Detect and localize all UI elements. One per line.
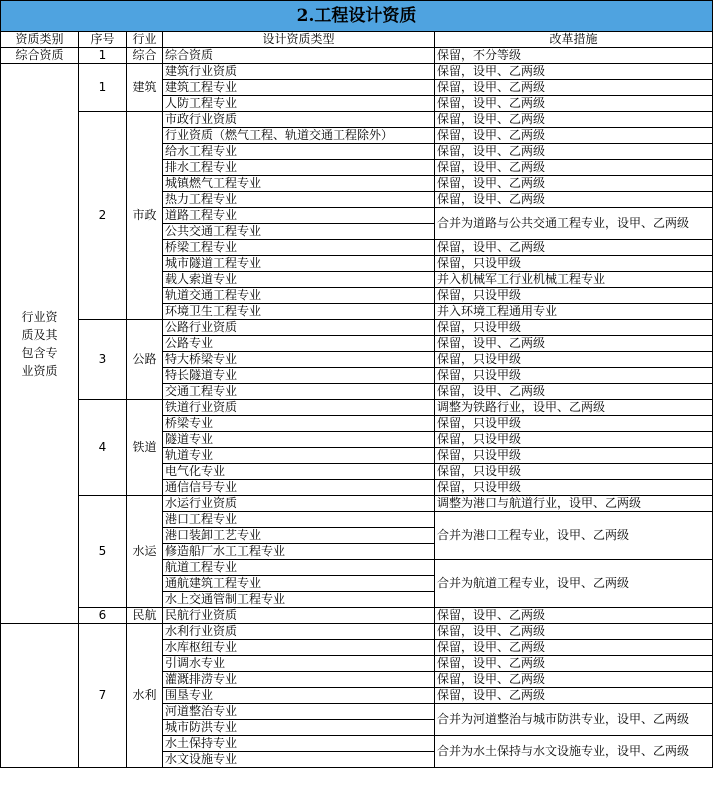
table-row <box>1 112 713 128</box>
cell-measure: 保留，只设甲级 <box>435 288 713 304</box>
cell-design-type: 通信信号专业 <box>163 480 435 496</box>
cell-design-type: 民航行业资质 <box>163 608 435 624</box>
cell-measure: 合并为道路与公共交通工程专业，设甲、乙两级 <box>435 208 713 240</box>
cell-industry: 公路 <box>127 320 163 400</box>
cell-seq: 2 <box>79 112 127 320</box>
table-row <box>1 400 713 416</box>
cell-design-type: 桥梁工程专业 <box>163 240 435 256</box>
cell-design-type: 道路工程专业 <box>163 208 435 224</box>
cell-measure: 保留，只设甲级 <box>435 448 713 464</box>
cell-measure: 调整为港口与航道行业，设甲、乙两级 <box>435 496 713 512</box>
cell-measure: 保留，设甲、乙两级 <box>435 160 713 176</box>
cell-design-type: 人防工程专业 <box>163 96 435 112</box>
header-seq: 序号 <box>79 32 127 48</box>
cell-measure: 保留，设甲、乙两级 <box>435 64 713 80</box>
cell-industry: 建筑 <box>127 64 163 112</box>
cell-industry: 市政 <box>127 112 163 320</box>
cell-measure: 保留，设甲、乙两级 <box>435 656 713 672</box>
cell-measure: 保留，设甲、乙两级 <box>435 384 713 400</box>
cell-design-type: 行业资质（燃气工程、轨道交通工程除外） <box>163 128 435 144</box>
cell-industry: 铁道 <box>127 400 163 496</box>
cell-design-type: 载人索道专业 <box>163 272 435 288</box>
cell-design-type: 公路行业资质 <box>163 320 435 336</box>
cell-measure: 合并为港口工程专业，设甲、乙两级 <box>435 512 713 560</box>
table-row <box>1 320 713 336</box>
cell-seq: 3 <box>79 320 127 400</box>
cell-design-type: 水土保持专业 <box>163 736 435 752</box>
cell-industry: 水利 <box>127 624 163 768</box>
cell-design-type: 城镇燃气工程专业 <box>163 176 435 192</box>
cell-measure: 保留，只设甲级 <box>435 352 713 368</box>
cell-design-type: 水文设施专业 <box>163 752 435 768</box>
cell-design-type: 公路专业 <box>163 336 435 352</box>
cell-design-type: 公共交通工程专业 <box>163 224 435 240</box>
cell-design-type: 轨道专业 <box>163 448 435 464</box>
table-row <box>1 64 713 80</box>
cell-design-type: 交通工程专业 <box>163 384 435 400</box>
cell-measure: 保留，设甲、乙两级 <box>435 608 713 624</box>
cell-design-type: 城市防洪专业 <box>163 720 435 736</box>
cell-measure: 保留，只设甲级 <box>435 432 713 448</box>
cell-design-type: 综合资质 <box>163 48 435 64</box>
cell-measure: 保留，设甲、乙两级 <box>435 80 713 96</box>
cell-design-type: 市政行业资质 <box>163 112 435 128</box>
cell-design-type: 水库枢纽专业 <box>163 640 435 656</box>
cell-design-type: 引调水专业 <box>163 656 435 672</box>
cell-measure: 保留，只设甲级 <box>435 320 713 336</box>
cell-design-type: 电气化专业 <box>163 464 435 480</box>
cell-design-type: 隧道专业 <box>163 432 435 448</box>
cell-measure: 保留，设甲、乙两级 <box>435 192 713 208</box>
cell-seq: 6 <box>79 608 127 624</box>
cell-seq: 5 <box>79 496 127 608</box>
cell-measure: 保留，设甲、乙两级 <box>435 144 713 160</box>
cell-measure: 合并为航道工程专业，设甲、乙两级 <box>435 560 713 608</box>
cell-design-type: 排水工程专业 <box>163 160 435 176</box>
cell-seq: 4 <box>79 400 127 496</box>
table-row <box>1 624 713 640</box>
cell-design-type: 港口装卸工艺专业 <box>163 528 435 544</box>
cell-design-type: 通航建筑工程专业 <box>163 576 435 592</box>
cell-design-type: 港口工程专业 <box>163 512 435 528</box>
cell-design-type: 热力工程专业 <box>163 192 435 208</box>
cell-industry: 民航 <box>127 608 163 624</box>
cell-design-type: 建筑行业资质 <box>163 64 435 80</box>
table-row <box>1 608 713 624</box>
cell-industry: 综合 <box>127 48 163 64</box>
cell-measure: 保留，设甲、乙两级 <box>435 176 713 192</box>
cell-measure: 保留，设甲、乙两级 <box>435 112 713 128</box>
cell-measure: 保留，设甲、乙两级 <box>435 240 713 256</box>
cell-measure: 保留，设甲、乙两级 <box>435 672 713 688</box>
cell-measure: 并入环境工程通用专业 <box>435 304 713 320</box>
cell-measure: 合并为水土保持与水文设施专业，设甲、乙两级 <box>435 736 713 768</box>
cell-measure: 保留，只设甲级 <box>435 480 713 496</box>
cell-design-type: 轨道交通工程专业 <box>163 288 435 304</box>
cell-design-type: 特大桥梁专业 <box>163 352 435 368</box>
cell-measure: 保留，只设甲级 <box>435 416 713 432</box>
cell-design-type: 围垦专业 <box>163 688 435 704</box>
cell-measure: 保留，设甲、乙两级 <box>435 96 713 112</box>
cell-design-type: 水运行业资质 <box>163 496 435 512</box>
cell-measure: 并入机械军工行业机械工程专业 <box>435 272 713 288</box>
cell-measure: 保留，设甲、乙两级 <box>435 336 713 352</box>
cell-design-type: 建筑工程专业 <box>163 80 435 96</box>
cell-design-type: 河道整治专业 <box>163 704 435 720</box>
cell-measure: 保留，设甲、乙两级 <box>435 640 713 656</box>
table-row <box>1 48 713 64</box>
cell-design-type: 环境卫生工程专业 <box>163 304 435 320</box>
cell-seq: 7 <box>79 624 127 768</box>
cell-measure: 调整为铁路行业，设甲、乙两级 <box>435 400 713 416</box>
table-row <box>1 496 713 512</box>
cell-measure: 保留，设甲、乙两级 <box>435 624 713 640</box>
cell-measure: 合并为河道整治与城市防洪专业，设甲、乙两级 <box>435 704 713 736</box>
header-industry: 行业 <box>127 32 163 48</box>
cell-category <box>1 624 79 768</box>
cell-design-type: 水利行业资质 <box>163 624 435 640</box>
cell-measure: 保留，只设甲级 <box>435 368 713 384</box>
cell-design-type: 桥梁专业 <box>163 416 435 432</box>
header-category: 资质类别 <box>1 32 79 48</box>
cell-measure: 保留，设甲、乙两级 <box>435 688 713 704</box>
cell-measure: 保留，只设甲级 <box>435 464 713 480</box>
cell-design-type: 修造船厂水工工程专业 <box>163 544 435 560</box>
header-measure: 改革措施 <box>435 32 713 48</box>
cell-design-type: 特长隧道专业 <box>163 368 435 384</box>
cell-measure: 保留，不分等级 <box>435 48 713 64</box>
cell-measure: 保留，只设甲级 <box>435 256 713 272</box>
cell-category: 行业资质及其包含专业资质 <box>1 64 79 624</box>
cell-design-type: 城市隧道工程专业 <box>163 256 435 272</box>
cell-design-type: 航道工程专业 <box>163 560 435 576</box>
sheet-title: 2.工程设计资质 <box>1 1 713 32</box>
cell-design-type: 灌溉排涝专业 <box>163 672 435 688</box>
cell-design-type: 铁道行业资质 <box>163 400 435 416</box>
header-type: 设计资质类型 <box>163 32 435 48</box>
cell-seq: 1 <box>79 48 127 64</box>
cell-industry: 水运 <box>127 496 163 608</box>
cell-design-type: 水上交通管制工程专业 <box>163 592 435 608</box>
cell-design-type: 给水工程专业 <box>163 144 435 160</box>
cell-seq: 1 <box>79 64 127 112</box>
cell-category: 综合资质 <box>1 48 79 64</box>
cell-measure: 保留，设甲、乙两级 <box>435 128 713 144</box>
